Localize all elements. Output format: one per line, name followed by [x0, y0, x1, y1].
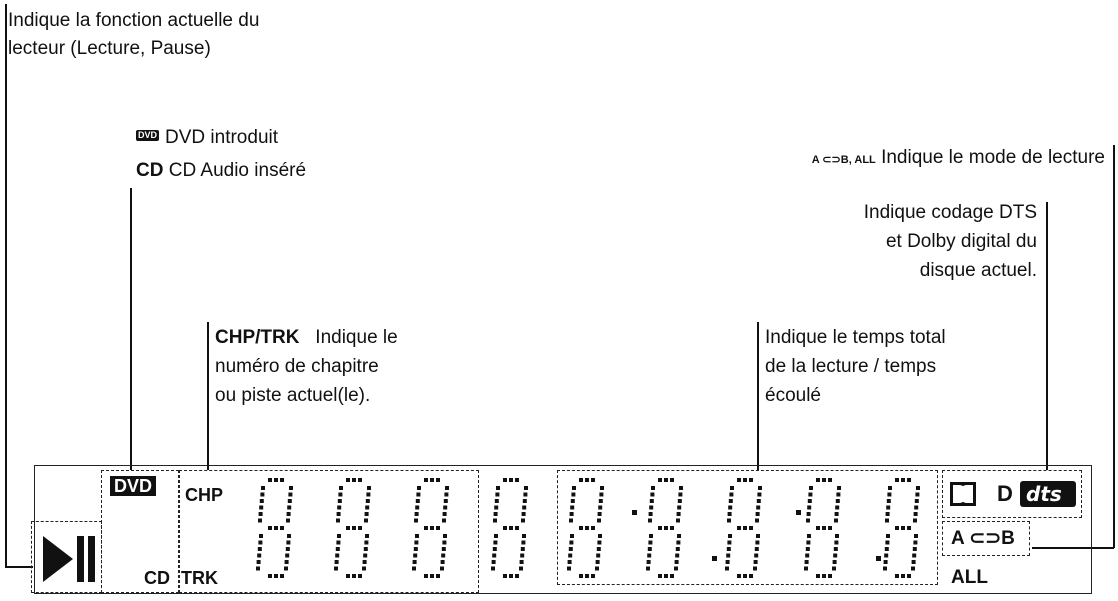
- time-leader: [757, 322, 759, 470]
- codec-leader: [1046, 202, 1048, 470]
- repeat-all-indicator: ALL: [951, 567, 988, 588]
- segment-digit: [490, 478, 530, 587]
- time-annotation-line1: Indique le temps total: [765, 327, 946, 348]
- cd-indicator: CD: [144, 568, 170, 588]
- chp-annotation-line1: [215, 325, 398, 350]
- time-colon-dot: [712, 556, 717, 561]
- disc-leader: [130, 188, 132, 470]
- disc-cd-badge: CD: [136, 160, 164, 181]
- dolby-d-letter: D: [997, 481, 1013, 506]
- codec-annotation-line3: disque actuel.: [919, 260, 1037, 281]
- function-annotation-line2: lecteur (Lecture, Pause): [8, 38, 211, 59]
- segment-digit: [333, 478, 373, 587]
- function-leader-vertical: [5, 4, 7, 567]
- play-pause-icon: [41, 534, 101, 584]
- chp-annotation-line3: ou piste actuel(le).: [215, 385, 371, 406]
- mode-leader-vertical: [1113, 145, 1115, 548]
- function-annotation-line1: Indique la fonction actuelle du: [8, 10, 260, 31]
- function-leader-horizontal: [5, 566, 33, 568]
- codec-annotation-line2: et Dolby digital du: [885, 231, 1037, 252]
- chp-leader: [207, 322, 209, 470]
- play-mode-annotation: [812, 145, 1105, 173]
- trk-indicator: TRK: [181, 568, 218, 588]
- segment-digit: [255, 478, 295, 587]
- time-colon-dot: [796, 510, 801, 515]
- time-colon-dot: [632, 510, 637, 515]
- segment-digit: [566, 478, 606, 587]
- dvd-indicator: DVD: [110, 476, 156, 496]
- disc-cd-annotation: [136, 158, 306, 183]
- disc-dvd-text: DVD introduit: [165, 127, 279, 148]
- segment-digit: [882, 478, 922, 587]
- repeat-ab-indicator: A ⊂⊃B: [951, 528, 1015, 549]
- time-annotation-line3: écoulé: [765, 385, 821, 406]
- disc-cd-text: CD Audio inséré: [168, 160, 307, 181]
- dts-logo-text: dts: [1026, 482, 1062, 506]
- play-mode-text: Indique le mode de lecture: [881, 147, 1105, 168]
- play-mode-prefix: A ⊂⊃B, ALL: [811, 154, 876, 166]
- segment-digit: [724, 478, 764, 587]
- segment-digit: [645, 478, 685, 587]
- time-annotation-line2: de la lecture / temps: [765, 356, 937, 377]
- chp-annotation-rest: Indique le: [315, 327, 398, 348]
- segment-digit: [411, 478, 451, 587]
- chp-annotation-line2: numéro de chapitre: [215, 356, 379, 377]
- time-colon-dot: [876, 556, 881, 561]
- dvd-logo-badge: DVD: [138, 130, 158, 141]
- chp-annotation-bold: CHP/TRK: [215, 327, 300, 348]
- chp-indicator: CHP: [185, 485, 224, 505]
- segment-digit: [803, 478, 843, 587]
- dts-logo: [1020, 481, 1076, 507]
- disc-dvd-annotation: [136, 125, 278, 150]
- codec-annotation-line1: Indique codage DTS: [863, 202, 1037, 223]
- dolby-logo: [950, 480, 1000, 508]
